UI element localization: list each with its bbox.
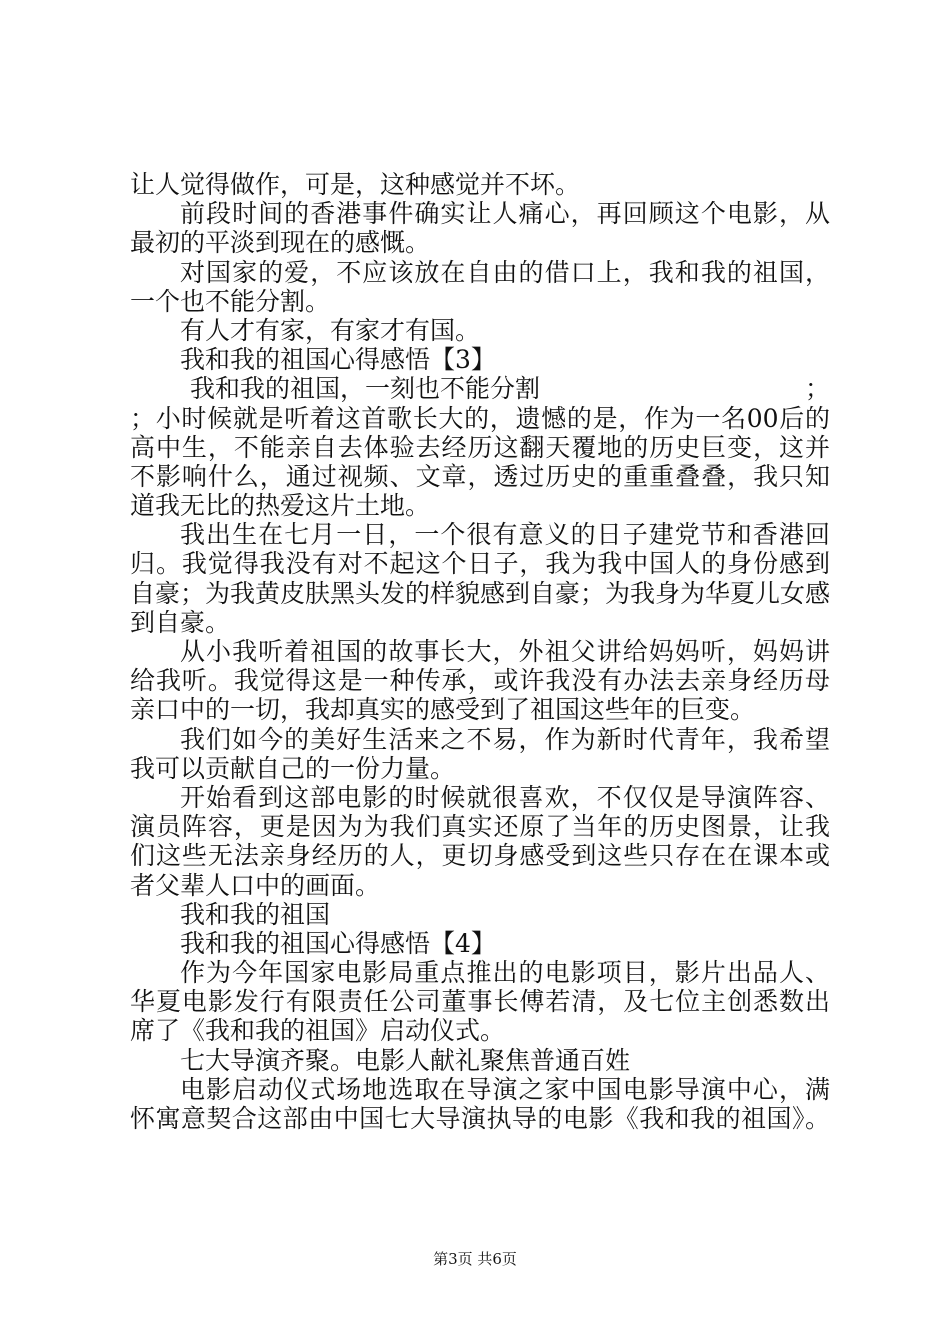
text-line: 道我无比的热爱这片土地。 [130, 491, 431, 521]
text-line: 开始看到这部电影的时候就很喜欢，不仅仅是导演阵容、 [180, 782, 830, 812]
text-line: 者父辈人口中的画面。 [130, 870, 381, 900]
text-line: 我和我的祖国 [180, 899, 331, 929]
text-line: 不影响什么，通过视频、文章，透过历史的重重叠叠，我只知 [130, 461, 830, 491]
text-line: ；小时候就是听着这首歌长大的，遗憾的是，作为一名00后的 [130, 403, 830, 433]
text-line: 一个也不能分割。 [130, 286, 331, 316]
text-line: 我们如今的美好生活来之不易，作为新时代青年，我希望 [180, 724, 830, 754]
text-line: 从小我听着祖国的故事长大，外祖父讲给妈妈听，妈妈讲 [180, 637, 830, 666]
text-line: 到自豪。 [130, 607, 231, 637]
text-line: 我可以贡献自己的一份力量。 [130, 753, 456, 783]
text-line: 前段时间的香港事件确实让人痛心，再回顾这个电影，从 [180, 199, 830, 229]
text-line: 席了《我和我的祖国》启动仪式。 [130, 1016, 506, 1046]
section-heading: 我和我的祖国心得感悟【4】 [180, 928, 496, 958]
text-line: 归。我觉得我没有对不起这个日子，我为我中国人的身份感到 [130, 549, 830, 579]
text-segment: 我和我的祖国，一刻也不能分割 [190, 374, 541, 404]
text-line: 有人才有家，有家才有国。 [180, 315, 481, 345]
text-segment: ； [804, 374, 830, 404]
text-line: 自豪；为我黄皮肤黑头发的样貌感到自豪；为我身为华夏儿女感 [130, 578, 831, 608]
page-footer: 第3页 共6页 [433, 1250, 517, 1268]
text-line: 最初的平淡到现在的感慨。 [130, 228, 431, 258]
section-heading: 我和我的祖国心得感悟【3】 [180, 345, 496, 375]
text-line: 电影启动仪式场地选取在导演之家中国电影导演中心，满 [180, 1074, 830, 1104]
text-line: 给我听。我觉得这是一种传承，或许我没有办法去亲身经历母 [130, 666, 830, 696]
text-line: 怀寓意契合这部由中国七大导演执导的电影《我和我的祖国》。 [130, 1104, 830, 1133]
text-line: 作为今年国家电影局重点推出的电影项目，影片出品人、 [180, 958, 830, 988]
document-body [130, 170, 830, 1133]
text-line: 让人觉得做作，可是，这种感觉并不坏。 [130, 170, 581, 199]
text-line: 高中生，不能亲自去体验去经历这翻天覆地的历史巨变，这并 [130, 432, 830, 462]
text-line: 亲口中的一切，我却真实的感受到了祖国这些年的巨变。 [130, 695, 756, 725]
text-line: 我出生在七月一日，一个很有意义的日子建党节和香港回 [180, 520, 830, 550]
text-line: 们这些无法亲身经历的人，更切身感受到这些只存在在课本或 [130, 841, 830, 871]
text-line: 对国家的爱，不应该放在自由的借口上，我和我的祖国， [180, 257, 830, 287]
text-line [130, 374, 830, 403]
text-line: 演员阵容，更是因为为我们真实还原了当年的历史图景，让我 [130, 812, 830, 842]
text-line: 华夏电影发行有限责任公司董事长傅若清，及七位主创悉数出 [130, 987, 830, 1017]
text-line: 七大导演齐聚。电影人献礼聚焦普通百姓 [180, 1045, 631, 1075]
